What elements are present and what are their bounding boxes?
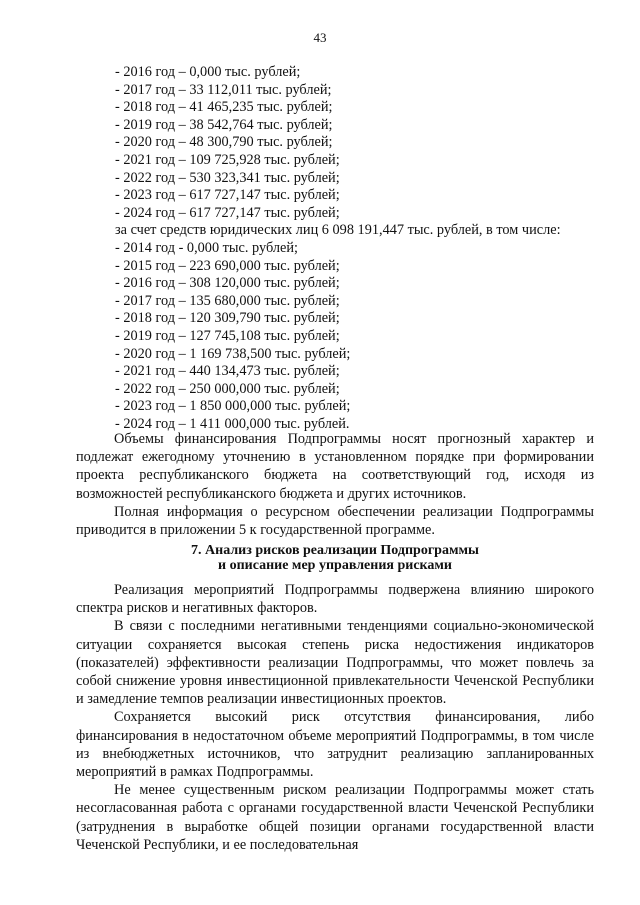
list-item: - 2016 год – 0,000 тыс. рублей; (115, 64, 301, 80)
list-item: - 2018 год – 41 465,235 тыс. рублей; (115, 99, 333, 116)
paragraph-full-info: Полная информация о ресурсном обеспечении реализации Подпрограммы приводится в приложении 5 к государственной программе. (76, 503, 594, 539)
list-item: - 2020 год – 48 300,790 тыс. рублей; (115, 134, 333, 151)
list-item: - 2024 год – 617 727,147 тыс. рублей; (115, 204, 340, 221)
list-item: - 2021 год – 440 134,473 тыс. рублей; (115, 363, 340, 380)
funding-notes (76, 430, 594, 539)
legal-entities-intro: за счет средств юридических лиц 6 098 191,447 тыс. рублей, в том числе: (115, 222, 561, 239)
funding-list (115, 64, 595, 433)
risks-section (76, 581, 594, 854)
list-item: - 2021 год – 109 725,928 тыс. рублей; (115, 151, 340, 168)
list-item: - 2024 год – 1 411 000,000 тыс. рублей. (115, 415, 350, 432)
list-item: - 2014 год - 0,000 тыс. рублей; (115, 239, 298, 256)
section-heading-line1: 7. Анализ рисков реализации Подпрограммы (191, 543, 479, 558)
paragraph-risks-2: В связи с последними негативными тенденциями социально-экономической ситуации сохраняется высокая степень риска недостижения индикаторов (показателей) эффективности реализации Подпрограммы, что может повлечь за собой снижение уровня инвестиционной привлекательности Чеченской Республики и замедление темпов реализации инвестиционных проектов. (76, 618, 594, 708)
page-number: 43 (313, 30, 327, 45)
paragraph-risks-3: Сохраняется высокий риск отсутствия финансирования, либо финансирования в недостаточном объеме мероприятий Подпрограммы, в том числе из внебюджетных источников, что затруднит реализацию запланированных мероприятий в рамках Подпрограммы. (76, 709, 594, 781)
list-item: - 2017 год – 135 680,000 тыс. рублей; (115, 292, 340, 309)
list-item: - 2022 год – 530 323,341 тыс. рублей; (115, 169, 340, 186)
list-item: - 2022 год – 250 000,000 тыс. рублей; (115, 380, 340, 397)
paragraph-risks-4: Не менее существенным риском реализации Подпрограммы может стать несогласованная работа с органами государственной власти Чеченской Республики (затруднения в выработке общей позиции органами государственной власти Чеченской Республики, и ее последовательная (76, 782, 594, 853)
section-heading (76, 544, 594, 573)
section-heading-line2: и описание мер управления рисками (218, 557, 452, 573)
paragraph-risks-1: Реализация мероприятий Подпрограммы подвержена влиянию широкого спектра рисков и негативных факторов. (76, 582, 594, 617)
list-item: - 2023 год – 1 850 000,000 тыс. рублей; (115, 398, 351, 415)
list-item: - 2017 год – 33 112,011 тыс. рублей; (115, 81, 332, 98)
paragraph-volumes: Объемы финансирования Подпрограммы носят прогнозный характер и подлежат ежегодному уточнению в установленном порядке при формировании проекта республиканского бюджета на соответствующий год, исходя из возможностей республиканского бюджета и других источников. (76, 431, 594, 502)
list-item: - 2019 год – 127 745,108 тыс. рублей; (115, 327, 340, 344)
list-item: - 2020 год – 1 169 738,500 тыс. рублей; (115, 345, 351, 362)
list-item: - 2019 год – 38 542,764 тыс. рублей; (115, 116, 333, 133)
list-item: - 2016 год – 308 120,000 тыс. рублей; (115, 275, 340, 292)
list-item: - 2015 год – 223 690,000 тыс. рублей; (115, 257, 340, 274)
list-item: - 2023 год – 617 727,147 тыс. рублей; (115, 187, 340, 204)
list-item: - 2018 год – 120 309,790 тыс. рублей; (115, 310, 340, 327)
